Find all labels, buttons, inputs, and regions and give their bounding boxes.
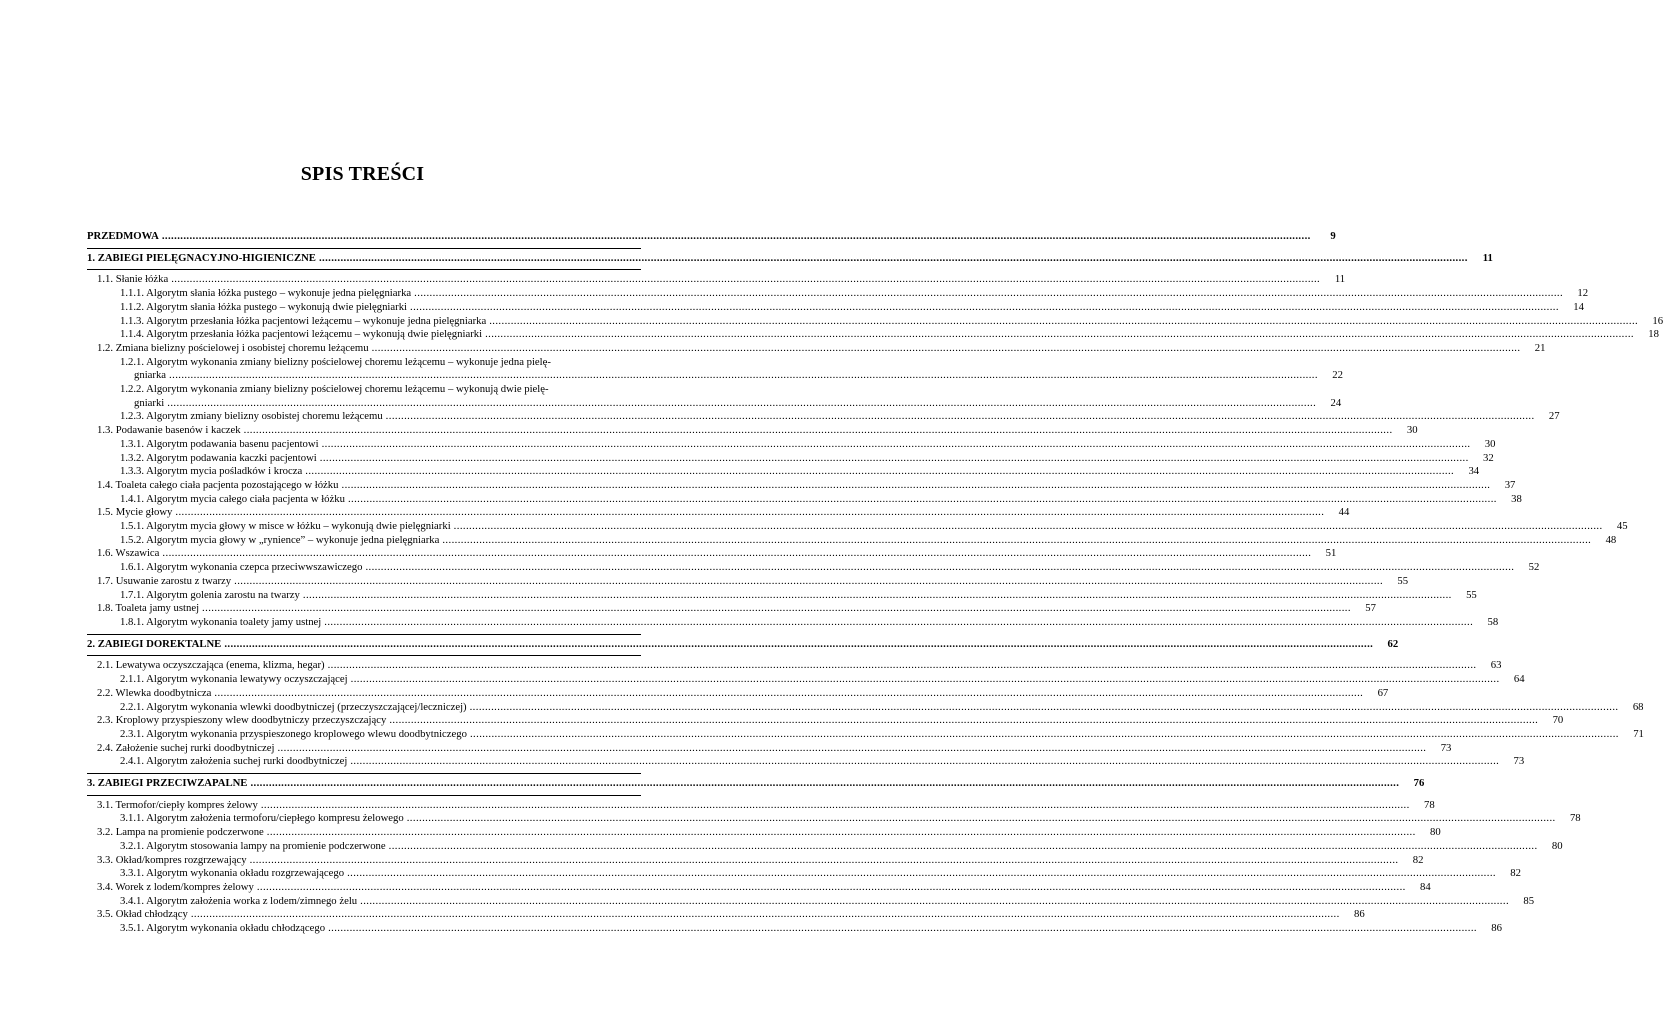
toc-page-number: 63 — [1490, 659, 1502, 672]
toc-entry-label: 1.8. Toaleta jamy ustnej — [97, 602, 200, 615]
toc-entry-label: 1.3.1. Algorytm podawania basenu pacjentowi — [120, 437, 319, 450]
toc-entry[interactable] — [87, 506, 1350, 520]
dot-leader — [191, 908, 1340, 922]
toc-page-number: 11 — [1334, 273, 1346, 286]
toc-page-number: 51 — [1325, 547, 1337, 560]
toc-page-number: 76 — [1413, 777, 1425, 790]
toc-page-number: 44 — [1338, 506, 1350, 519]
toc-entry[interactable] — [87, 755, 1525, 769]
toc-page-number: 73 — [1440, 741, 1452, 754]
dot-leader — [162, 230, 1311, 244]
section-divider — [87, 248, 641, 249]
toc-entry-label: 3.2. Lampa na promienie podczerwone — [97, 826, 264, 839]
toc-entry-label: 1.6.1. Algorytm wykonania czepca przeciwwszawiczego — [120, 561, 363, 574]
toc-chapter-entry[interactable] — [87, 777, 1425, 791]
toc-entry-label: 1.5. Mycie głowy — [97, 506, 173, 519]
dot-leader — [305, 465, 1454, 479]
toc-page-number: 38 — [1511, 492, 1522, 505]
toc-entry-label: 3.3. Okład/kompres rozgrzewający — [97, 853, 247, 866]
toc-entry-label: 2.2.1. Algorytm wykonania wlewki doodbytniczej (przeczyszczającej/leczniczej) — [120, 700, 467, 713]
toc-page-number: 14 — [1573, 300, 1584, 313]
dot-leader — [319, 252, 1468, 266]
page-title: SPIS TREŚCI — [300, 163, 425, 185]
toc-entry[interactable] — [87, 727, 1644, 742]
toc-entry-label: 1.2.2. Algorytm wykonania zmiany bielizny pościelowej choremu leżącemu – wykonują dwie pielę- — [120, 383, 549, 396]
toc-page-number: 68 — [1632, 700, 1644, 713]
toc-entry-label: 1.7.1. Algorytm golenia zarostu na twarzy — [120, 588, 300, 601]
toc-entry-label: 2.2. Wlewka doodbytnicza — [97, 686, 212, 699]
toc-entry[interactable] — [87, 659, 1502, 673]
toc-page-number: 62 — [1387, 637, 1399, 650]
toc-entry-label: 1.4. Toaleta całego ciała pacjenta pozostającego w łóżku — [97, 478, 339, 491]
toc-page-number: 78 — [1569, 812, 1581, 825]
dot-leader — [342, 479, 1491, 493]
toc-page-number: 52 — [1528, 561, 1540, 574]
toc-page-number: 58 — [1487, 615, 1499, 628]
toc-entry-label: 3.5.1. Algorytm wykonania okładu chłodzącego — [120, 922, 326, 935]
toc-entry-label: PRZEDMOWA — [87, 230, 159, 242]
toc-page-number: 32 — [1482, 451, 1494, 464]
dot-leader — [250, 854, 1399, 868]
dot-leader — [328, 659, 1477, 673]
dot-leader — [360, 895, 1509, 909]
toc-page-number: 73 — [1513, 755, 1525, 768]
toc-entry-label: 1.2.1. Algorytm wykonania zmiany bielizny pościelowej choremu leżącemu – wykonuje jedna pielę- — [120, 355, 551, 368]
toc-entry-label: 1.3.3. Algorytm mycia pośladków i krocza — [120, 465, 303, 478]
dot-leader — [347, 867, 1496, 881]
toc-page-number: 71 — [1633, 727, 1644, 740]
toc-page-number: 85 — [1523, 894, 1535, 907]
toc-entry-label: 3.1.1. Algorytm założenia termoforu/ciepłego kompresu żelowego — [120, 812, 404, 825]
dot-leader — [489, 315, 1638, 329]
dot-leader — [485, 328, 1634, 342]
toc-entry[interactable] — [87, 520, 1628, 534]
toc-entry[interactable] — [87, 410, 1560, 424]
section-divider — [87, 269, 641, 270]
toc-entry[interactable] — [87, 673, 1525, 687]
dot-leader — [324, 616, 1473, 630]
toc-page-number: 67 — [1377, 686, 1389, 699]
dot-leader — [410, 301, 1559, 315]
dot-leader — [322, 438, 1471, 452]
toc-entry-label: 1.1.1. Algorytm słania łóżka pustego – wykonuje jedna pielęgniarka — [120, 287, 412, 300]
toc-entry[interactable] — [87, 356, 641, 370]
dot-leader — [277, 742, 1426, 756]
toc-entry[interactable] — [87, 826, 1441, 840]
toc-page-number: 37 — [1504, 478, 1516, 491]
dot-leader — [162, 547, 1311, 561]
dot-leader — [389, 840, 1538, 854]
toc-entry-label: 1.1.2. Algorytm słania łóżka pustego – wykonują dwie pielęgniarki — [120, 300, 408, 313]
dot-leader — [328, 922, 1477, 936]
toc-entry[interactable] — [87, 369, 1343, 383]
toc-entry[interactable] — [87, 922, 1502, 936]
toc-entry-label: 3.3.1. Algorytm wykonania okładu rozgrzewającego — [120, 867, 345, 880]
toc-entry-label: 2.4. Założenie suchej rurki doodbytniczej — [97, 741, 275, 754]
dot-leader — [257, 881, 1406, 895]
toc-page-number: 27 — [1548, 410, 1560, 423]
toc-entry[interactable] — [87, 602, 1376, 616]
toc-entry-label: 2.1.1. Algorytm wykonania lewatywy oczyszczającej — [120, 673, 348, 686]
toc-entry-label: 1.2.3. Algorytm zmiany bielizny osobistej choremu leżącemu — [120, 410, 383, 423]
toc-entry-label: 2.4.1. Algorytm założenia suchej rurki doodbytniczej — [120, 755, 348, 768]
dot-leader — [261, 799, 1410, 813]
toc-entry[interactable] — [87, 547, 1337, 561]
toc-page-number: 80 — [1551, 839, 1563, 852]
dot-leader — [214, 687, 1363, 701]
toc-entry-label: 3.4. Worek z lodem/kompres żelowy — [97, 880, 254, 893]
toc-page-number: 45 — [1616, 520, 1628, 533]
toc-entry-label: 1.3. Podawanie basenów i kaczek — [97, 424, 241, 437]
toc-entry-label: 3.2.1. Algorytm stosowania lampy na promienie podczerwone — [120, 839, 386, 852]
toc-entry-label: 1.2. Zmiana bielizny pościelowej i osobistej choremu leżącemu — [97, 341, 369, 354]
toc-entry-label: 3.4.1. Algorytm założenia worka z lodem/zimnego żelu — [120, 894, 358, 907]
toc-entry-label: 1.5.1. Algorytm mycia głowy w misce w łóżku – wykonują dwie pielęgniarki — [120, 520, 451, 533]
toc-entry-label: 1.8.1. Algorytm wykonania toalety jamy ustnej — [120, 615, 322, 628]
dot-leader — [454, 520, 1603, 534]
toc-page-number: 64 — [1513, 673, 1525, 686]
toc-entry-label: 1.1.3. Algorytm przesłania łóżka pacjentowi leżącemu – wykonuje jedna pielęgniarka — [120, 314, 487, 327]
dot-leader — [350, 755, 1499, 769]
toc-entry[interactable] — [87, 839, 1563, 854]
toc-entry[interactable] — [87, 615, 1499, 630]
dot-leader — [348, 493, 1497, 507]
toc-entry[interactable] — [87, 714, 1564, 728]
toc-page-number: 57 — [1365, 602, 1376, 615]
toc-page-number: 11 — [1482, 251, 1493, 264]
toc-entry[interactable] — [87, 465, 1480, 479]
dot-leader — [303, 589, 1452, 603]
dot-leader — [386, 410, 1535, 424]
toc-page-number: 55 — [1466, 588, 1477, 601]
dot-leader — [365, 561, 1514, 575]
toc-entry-label: 1.4.1. Algorytm mycia całego ciała pacjenta w łóżku — [120, 492, 345, 505]
dot-leader — [171, 273, 1320, 287]
toc-entry[interactable] — [87, 686, 1389, 701]
toc-entry[interactable] — [87, 314, 1663, 329]
dot-leader — [470, 701, 1619, 715]
toc-page-number: 82 — [1412, 853, 1424, 866]
dot-leader — [250, 777, 1399, 791]
toc-page-number: 18 — [1648, 328, 1659, 341]
dot-leader — [470, 728, 1619, 742]
dot-leader — [267, 826, 1416, 840]
toc-entry[interactable] — [87, 451, 1494, 466]
toc-entry-label: 2.3.1. Algorytm wykonania przyspieszonego kroplowego wlewu doodbytniczego — [120, 727, 467, 740]
toc-entry[interactable] — [87, 894, 1535, 909]
toc-entry[interactable] — [87, 908, 1365, 922]
section-divider — [87, 634, 641, 635]
toc-page-number: 30 — [1484, 437, 1496, 450]
section-divider — [87, 795, 641, 796]
toc-page-number: 24 — [1330, 396, 1342, 409]
toc-entry-label: 1.7. Usuwanie zarostu z twarzy — [97, 574, 232, 587]
toc-entry[interactable] — [87, 700, 1644, 715]
toc-page-number: 86 — [1491, 922, 1502, 935]
toc-entry-label: 1.6. Wszawica — [97, 547, 160, 560]
toc-entry[interactable] — [87, 853, 1424, 868]
dot-leader — [442, 534, 1591, 548]
toc-entry-label: 2.1. Lewatywa oczyszczająca (enema, klizma, hegar) — [97, 659, 325, 672]
toc-chapter-entry[interactable] — [87, 637, 1399, 652]
dot-leader — [351, 673, 1500, 687]
toc-entry[interactable] — [87, 383, 641, 397]
toc-entry-label: 3.1. Termofor/ciepły kompres żelowy — [97, 798, 258, 811]
toc-page-number: 55 — [1397, 574, 1409, 587]
toc-entry-label: 1.3.2. Algorytm podawania kaczki pacjentowi — [120, 451, 317, 464]
dot-leader — [169, 369, 1318, 383]
toc-entry[interactable] — [87, 492, 1522, 507]
toc-entry-label: 1.1.4. Algorytm przesłania łóżka pacjentowi leżącemu – wykonują dwie pielęgniarki — [120, 328, 483, 341]
toc-entry[interactable] — [87, 287, 1589, 301]
toc-page-number: 30 — [1406, 424, 1418, 437]
toc-entry-label: 1. ZABIEGI PIELĘGNACYJNO-HIGIENICZNE — [87, 251, 316, 264]
toc-page-number: 70 — [1552, 714, 1564, 727]
toc-page-number: 21 — [1534, 341, 1546, 354]
toc-page-number: 12 — [1577, 287, 1589, 300]
toc-page-number: 34 — [1468, 465, 1480, 478]
toc-chapter-entry[interactable] — [87, 251, 1493, 266]
toc-entry-label: 2. ZABIEGI DOREKTALNE — [87, 637, 222, 650]
toc-entry-label: 1.5.2. Algorytm mycia głowy w „rynience” – wykonuje jedna pielęgniarka — [120, 533, 440, 546]
toc-entry[interactable] — [87, 798, 1435, 813]
toc-entry[interactable] — [87, 812, 1581, 826]
section-divider — [87, 655, 641, 656]
toc-entry-label: gniarka — [134, 369, 167, 382]
toc-entry[interactable] — [87, 328, 1659, 342]
toc-entry[interactable] — [87, 588, 1477, 603]
toc-page-number: 48 — [1605, 533, 1617, 546]
toc-entry[interactable] — [87, 396, 1342, 411]
toc-entry-label: gniarki — [134, 396, 165, 409]
dot-leader — [372, 342, 1521, 356]
table-of-contents — [87, 230, 1663, 936]
toc-page-number: 84 — [1420, 880, 1431, 893]
toc-entry-label: 1.1. Słanie łóżka — [97, 273, 169, 286]
toc-entry-label: 2.3. Kroplowy przyspieszony wlew doodbytniczy przeczyszczający — [97, 714, 387, 727]
dot-leader — [167, 397, 1316, 411]
toc-entry[interactable] — [87, 880, 1431, 895]
toc-entry[interactable] — [87, 424, 1418, 438]
dot-leader — [389, 714, 1538, 728]
toc-entry[interactable] — [87, 273, 1346, 287]
toc-page-number: 9 — [1330, 230, 1336, 242]
toc-entry[interactable] — [87, 574, 1409, 589]
dot-leader — [175, 506, 1324, 520]
toc-entry-label: 3. ZABIEGI PRZECIWZAPALNE — [87, 777, 248, 790]
dot-leader — [320, 452, 1469, 466]
toc-chapter-entry[interactable] — [87, 230, 1336, 244]
dot-leader — [234, 575, 1383, 589]
toc-entry[interactable] — [87, 561, 1540, 575]
dot-leader — [407, 812, 1556, 826]
toc-entry[interactable] — [87, 478, 1516, 493]
toc-entry[interactable] — [87, 437, 1496, 452]
toc-page-number: 86 — [1354, 908, 1365, 921]
toc-page-number: 80 — [1429, 826, 1441, 839]
toc-page-number: 82 — [1510, 867, 1521, 880]
dot-leader — [202, 602, 1351, 616]
dot-leader — [414, 287, 1563, 301]
toc-entry[interactable] — [87, 533, 1617, 548]
toc-entry[interactable] — [87, 341, 1546, 356]
dot-leader — [244, 424, 1393, 438]
toc-page-number: 22 — [1332, 369, 1343, 382]
toc-entry[interactable] — [87, 300, 1584, 315]
toc-entry-label: 3.5. Okład chłodzący — [97, 908, 188, 921]
toc-entry[interactable] — [87, 867, 1521, 881]
dot-leader — [224, 638, 1373, 652]
section-divider — [87, 773, 641, 774]
toc-page-number: 16 — [1652, 314, 1663, 327]
toc-entry[interactable] — [87, 741, 1452, 756]
toc-page-number: 78 — [1424, 798, 1435, 811]
